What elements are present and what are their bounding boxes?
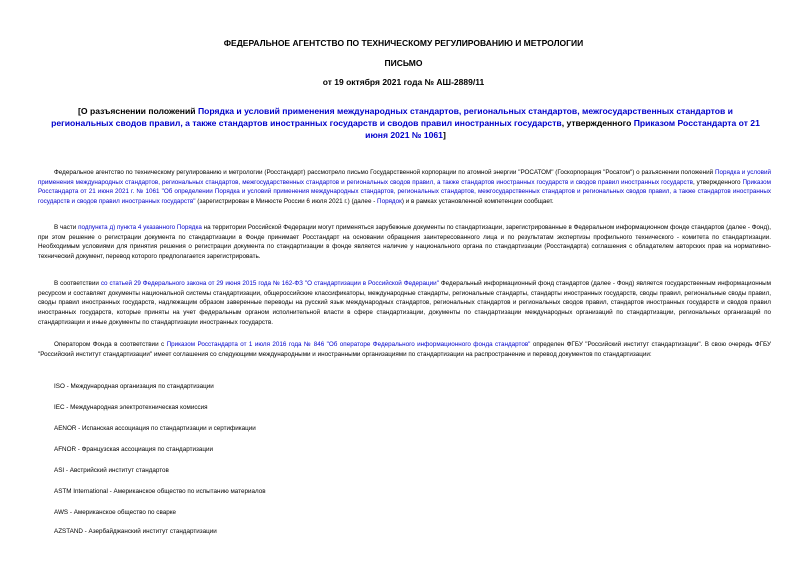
paragraph-3 xyxy=(38,279,771,328)
paragraph-text: Федеральный информационный фонд стандартов (далее - Фонд) является государственным информационным ресурсом и составляет документы национальной системы стандартизации, общероссийские классификаторы, международные стандарты, региональные стандарты, стандарты иностранных государств, своды правил, региональные своды правил, своды правил иностранных государств, надлежащим образом заверенные переводы на русский язык международных стандартов, региональных стандартов и региональных сводов правил, стандартов иностранных государств и сводов правил иностранных государств, которые приняты на учет федеральным органом исполнительной власти в сфере стандартизации, документы по стандартизации международных организаций по стандартизации, региональных организаций по стандартизации и иные документы по стандартизации иностранных государств. xyxy=(38,280,772,326)
link-subparagraph-4d[interactable]: подпункта д) пункта 4 указанного Порядка xyxy=(78,224,202,231)
link-order-1061[interactable]: Приказом Росстандарта от 21 июня 2021 г. № 1061 "Об определении Порядка и условий применения международных стандартов, региональных стандартов, межгосударственных стандартов и региональных сводов правил, а также стандартов иностранных государств и сводов правил иностранных государств" xyxy=(38,178,771,206)
org-list-item: IEC - Международная электротехническая комиссия xyxy=(54,404,208,411)
paragraph-text: определен ФГБУ "Российский институт стандартизации". В свою очередь ФГБУ "Российский институт стандартизации" имеет соглашения со следующими международными и иностранными организациями по стандартизации на распространение и перевод документов по стандартизации: xyxy=(38,341,772,358)
paragraph-text: В соответствии xyxy=(54,280,101,287)
paragraph-text: на территории Российской Федерации могут применяться зарубежные документы по стандартизации, зарегистрированные в Федеральном информационном фонде стандартов (далее - Фонд), при этом решение о регистрации документа по стандартизации в Фонде принимает Росстандарт на основании обращения заинтересованного лица и по результатам экспертизы профильного технического - комитета по стандартизации. Необходимым условиями для принятия решения о регистрации документа по стандартизации в фонде является наличие у национального органа по стандартизации (Росстандарта) соглашения с обладателем авторских прав на нормативно-технический документ, перевод которого предполагается зарегистрировать. xyxy=(38,224,771,261)
agency-name: ФЕДЕРАЛЬНОЕ АГЕНТСТВО ПО ТЕХНИЧЕСКОМУ РЕГУЛИРОВАНИЮ И МЕТРОЛОГИИ xyxy=(223,38,584,48)
subject-link-order[interactable]: Приказом Росстандарта от 21 июня 2021 № 1061 xyxy=(365,118,760,140)
org-list-item: ASTM International - Американское общество по испытанию материалов xyxy=(54,488,266,495)
org-list-item: AFNOR - Французская ассоциация по стандартизации xyxy=(54,446,214,453)
link-procedure[interactable]: Порядка и условий применения международных стандартов, региональных стандартов, межгосударственных стандартов и региональных сводов правил, а также стандартов иностранных государств и сводов правил иностранных государств xyxy=(38,169,772,186)
link-poryadok[interactable]: Порядок xyxy=(377,198,402,206)
document-date-number: от 19 октября 2021 года № АШ-2889/11 xyxy=(322,77,485,87)
document-type: ПИСЬМО xyxy=(384,58,423,68)
link-order-846[interactable]: Приказом Росстандарта от 1 июля 2016 года № 846 "Об операторе Федерального информационного фонда стандартов" xyxy=(166,341,531,348)
paragraph-text: ) и в рамках установленной компетенции сообщает. xyxy=(401,198,554,206)
paragraph-2 xyxy=(38,223,771,262)
paragraph-text: Оператором Фонда в соответствии с xyxy=(54,341,167,348)
org-list-item: AWS - Американское общество по сварке xyxy=(54,509,177,516)
org-list-item: ISO - Международная организация по стандартизации xyxy=(54,383,214,390)
link-law-162fz[interactable]: со статьей 29 Федерального закона от 29 июня 2015 года № 162-ФЗ "О стандартизации в Российской Федерации" xyxy=(100,280,439,287)
paragraph-1 xyxy=(38,168,771,207)
paragraph-text: В части xyxy=(54,224,79,231)
paragraph-text: Федеральное агентство по техническому регулированию и метрологии (Росстандарт) рассмотрело письмо Государственной корпорации по атомной энергии "РОСАТОМ" (Госкорпорация "Росатом") о разъяснении положений xyxy=(54,169,716,176)
paragraph-text: , утвержденного xyxy=(692,178,743,186)
subject-prefix: [О разъяснении положений xyxy=(78,106,198,116)
org-list-item: AZSTAND - Азербайджанский институт стандартизации xyxy=(54,528,217,535)
paragraph-4 xyxy=(38,340,771,359)
subject-middle: , утвержденного xyxy=(561,118,634,128)
document-subject xyxy=(50,105,761,141)
org-list-item: AENOR - Испанская ассоциация по стандартизации и сертификации xyxy=(54,425,256,432)
subject-link-procedure[interactable]: Порядка и условий применения международных стандартов, региональных стандартов, межгосударственных стандартов и региональных сводов правил, а также стандартов иностранных государств и сводов правил иностранных государств xyxy=(51,106,733,128)
subject-suffix: ] xyxy=(442,130,446,140)
org-list-item: ASI - Австрийский институт стандартов xyxy=(54,467,169,474)
paragraph-text: (зарегистрирован в Минюсте России 6 июля 2021 г.) (далее - xyxy=(195,198,378,206)
